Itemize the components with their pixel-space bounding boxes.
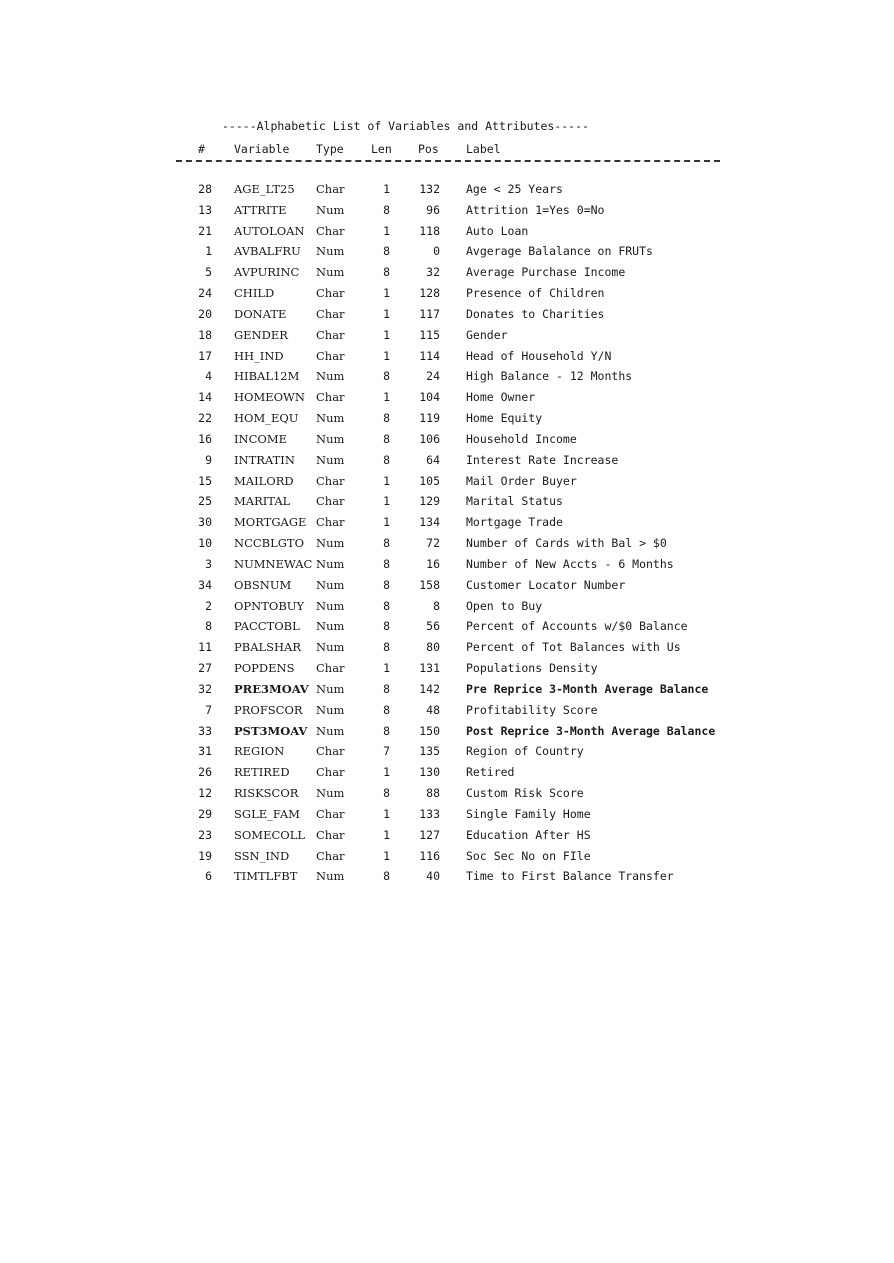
- table-row: [0, 283, 894, 303]
- row-len: 8: [383, 536, 390, 551]
- table-row: [0, 408, 894, 428]
- row-type: Char: [316, 182, 345, 196]
- row-pos: 128: [419, 286, 440, 301]
- row-pos: 105: [419, 473, 440, 488]
- row-variable: RISKSCOR: [234, 786, 299, 801]
- row-pos: 158: [419, 577, 440, 592]
- row-num: 15: [198, 473, 212, 488]
- table-row: [0, 179, 894, 199]
- row-type: Char: [316, 661, 345, 676]
- row-num: 23: [198, 827, 212, 842]
- table-row: [0, 679, 894, 699]
- row-pos: 16: [426, 556, 440, 571]
- row-type: Num: [316, 598, 345, 613]
- row-label: Household Income: [466, 431, 577, 446]
- row-pos: 114: [419, 348, 440, 363]
- row-variable: HOMEOWN: [234, 390, 305, 405]
- row-label: Region of Country: [466, 744, 584, 759]
- row-num: 14: [198, 390, 212, 405]
- row-num: 19: [198, 848, 212, 863]
- row-num: 10: [198, 536, 212, 551]
- row-len: 8: [383, 369, 390, 384]
- row-len: 8: [383, 619, 390, 634]
- table-row: [0, 512, 894, 532]
- table-row: [0, 221, 894, 241]
- row-variable: CHILD: [234, 286, 275, 301]
- row-num: 32: [198, 681, 212, 696]
- table-row: [0, 741, 894, 761]
- row-label: Attrition 1=Yes 0=No: [466, 202, 605, 217]
- row-num: 3: [205, 556, 212, 571]
- row-label: Marital Status: [466, 494, 563, 509]
- row-label: Number of Cards with Bal > $0: [466, 536, 667, 551]
- row-variable: NCCBLGTO: [234, 536, 305, 551]
- row-num: 6: [205, 869, 212, 884]
- row-variable: INCOME: [234, 431, 288, 446]
- row-label: Mortgage Trade: [466, 515, 563, 530]
- row-len: 8: [383, 681, 390, 696]
- table-row: [0, 429, 894, 449]
- row-pos: 96: [426, 202, 440, 217]
- row-num: 5: [205, 265, 212, 280]
- row-variable: POPDENS: [234, 661, 295, 676]
- row-variable: MORTGAGE: [234, 515, 307, 530]
- row-pos: 56: [426, 619, 440, 634]
- row-type: Num: [316, 640, 345, 655]
- row-type: Char: [316, 327, 345, 342]
- row-variable: AUTOLOAN: [234, 223, 305, 238]
- row-num: 26: [198, 765, 212, 780]
- row-len: 8: [383, 556, 390, 571]
- row-len: 8: [383, 723, 390, 738]
- row-len: 1: [383, 806, 390, 821]
- table-row: [0, 241, 894, 261]
- row-pos: 88: [426, 786, 440, 801]
- row-type: Num: [316, 369, 345, 384]
- row-label: Number of New Accts - 6 Months: [466, 556, 674, 571]
- table-row: [0, 575, 894, 595]
- row-type: Char: [316, 494, 345, 509]
- row-len: 8: [383, 640, 390, 655]
- row-label: Gender: [466, 327, 508, 342]
- row-label: Customer Locator Number: [466, 577, 626, 592]
- row-variable: NUMNEWAC: [234, 556, 313, 571]
- table-row: [0, 658, 894, 678]
- row-len: 7: [383, 744, 390, 759]
- row-pos: 132: [419, 182, 440, 196]
- row-pos: 0: [433, 244, 440, 259]
- row-label: Post Reprice 3-Month Average Balance: [466, 723, 716, 738]
- row-pos: 133: [419, 806, 440, 821]
- row-label: Percent of Accounts w/$0 Balance: [466, 619, 688, 634]
- row-len: 8: [383, 577, 390, 592]
- header-label: Label: [466, 142, 501, 156]
- row-num: 11: [198, 640, 212, 655]
- table-row: [0, 846, 894, 866]
- row-label: Open to Buy: [466, 598, 543, 613]
- table-row: [0, 783, 894, 803]
- header-num: #: [198, 142, 205, 156]
- row-type: Char: [316, 223, 345, 238]
- row-pos: 131: [419, 661, 440, 676]
- row-type: Num: [316, 577, 345, 592]
- row-num: 4: [205, 369, 212, 384]
- row-pos: 32: [426, 265, 440, 280]
- row-type: Num: [316, 411, 345, 426]
- row-label: Education After HS: [466, 827, 591, 842]
- row-type: Num: [316, 536, 345, 551]
- row-label: Custom Risk Score: [466, 786, 584, 801]
- table-row: [0, 304, 894, 324]
- row-num: 18: [198, 327, 212, 342]
- row-label: Profitability Score: [466, 702, 598, 717]
- row-variable: PST3MOAV: [234, 723, 308, 738]
- row-type: Num: [316, 681, 345, 696]
- row-pos: 64: [426, 452, 440, 467]
- row-variable: AGE_LT25: [234, 182, 295, 196]
- table-row: [0, 866, 894, 886]
- header-len: Len: [371, 142, 392, 156]
- row-num: 2: [205, 598, 212, 613]
- row-type: Char: [316, 515, 345, 530]
- row-len: 8: [383, 244, 390, 259]
- row-variable: PRE3MOAV: [234, 681, 309, 696]
- row-type: Num: [316, 786, 345, 801]
- row-variable: HIBAL12M: [234, 369, 300, 384]
- row-pos: 130: [419, 765, 440, 780]
- table-row: [0, 533, 894, 553]
- row-pos: 135: [419, 744, 440, 759]
- table-row: [0, 616, 894, 636]
- row-type: Char: [316, 390, 345, 405]
- row-label: Donates to Charities: [466, 306, 605, 321]
- row-variable: HOM_EQU: [234, 411, 299, 426]
- row-variable: SOMECOLL: [234, 827, 305, 842]
- table-row: [0, 325, 894, 345]
- table-row: [0, 262, 894, 282]
- row-type: Num: [316, 265, 345, 280]
- row-variable: AVBALFRU: [234, 244, 301, 259]
- row-variable: RETIRED: [234, 765, 290, 780]
- row-len: 1: [383, 515, 390, 530]
- row-variable: SSN_IND: [234, 848, 290, 863]
- row-num: 33: [198, 723, 212, 738]
- row-label: Soc Sec No on FIle: [466, 848, 591, 863]
- row-len: 1: [383, 286, 390, 301]
- table-row: [0, 471, 894, 491]
- row-num: 12: [198, 786, 212, 801]
- row-type: Num: [316, 619, 345, 634]
- row-len: 1: [383, 494, 390, 509]
- row-pos: 48: [426, 702, 440, 717]
- row-label: Mail Order Buyer: [466, 473, 577, 488]
- row-len: 8: [383, 869, 390, 884]
- row-num: 1: [205, 244, 212, 259]
- row-len: 1: [383, 390, 390, 405]
- row-type: Char: [316, 473, 345, 488]
- row-type: Num: [316, 431, 345, 446]
- row-num: 34: [198, 577, 212, 592]
- row-len: 8: [383, 702, 390, 717]
- table-row: [0, 804, 894, 824]
- row-label: Age < 25 Years: [466, 182, 563, 196]
- row-label: Home Equity: [466, 411, 543, 426]
- row-num: 24: [198, 286, 212, 301]
- row-type: Char: [316, 848, 345, 863]
- row-variable: MARITAL: [234, 494, 291, 509]
- row-type: Num: [316, 244, 345, 259]
- row-type: Char: [316, 348, 345, 363]
- row-pos: 129: [419, 494, 440, 509]
- row-len: 8: [383, 452, 390, 467]
- row-pos: 119: [419, 411, 440, 426]
- row-variable: REGION: [234, 744, 285, 759]
- row-type: Num: [316, 702, 345, 717]
- row-label: Interest Rate Increase: [466, 452, 619, 467]
- row-label: Auto Loan: [466, 223, 529, 238]
- row-type: Char: [316, 306, 345, 321]
- row-type: Char: [316, 827, 345, 842]
- listing-title: -----Alphabetic List of Variables and Attributes-----: [222, 119, 589, 133]
- header-pos: Pos: [418, 142, 439, 156]
- row-num: 8: [205, 619, 212, 634]
- table-row: [0, 200, 894, 220]
- row-variable: PROFSCOR: [234, 702, 303, 717]
- row-pos: 142: [419, 681, 440, 696]
- table-row: [0, 596, 894, 616]
- row-variable: ATTRITE: [234, 202, 287, 217]
- row-label: Presence of Children: [466, 286, 605, 301]
- row-variable: PACCTOBL: [234, 619, 300, 634]
- row-type: Char: [316, 806, 345, 821]
- row-pos: 117: [419, 306, 440, 321]
- row-label: Head of Household Y/N: [466, 348, 612, 363]
- row-num: 21: [198, 223, 212, 238]
- row-variable: TIMTLFBT: [234, 869, 298, 884]
- row-pos: 115: [419, 327, 440, 342]
- row-label: Time to First Balance Transfer: [466, 869, 674, 884]
- row-pos: 116: [419, 848, 440, 863]
- row-len: 1: [383, 473, 390, 488]
- row-len: 1: [383, 827, 390, 842]
- table-row: [0, 346, 894, 366]
- table-row: [0, 637, 894, 657]
- row-num: 20: [198, 306, 212, 321]
- row-variable: SGLE_FAM: [234, 806, 300, 821]
- row-num: 30: [198, 515, 212, 530]
- row-len: 1: [383, 848, 390, 863]
- row-num: 28: [198, 182, 212, 196]
- header-divider: [176, 160, 720, 162]
- row-type: Num: [316, 723, 345, 738]
- row-variable: OPNTOBUY: [234, 598, 305, 613]
- row-variable: AVPURINC: [234, 265, 300, 280]
- row-len: 1: [383, 765, 390, 780]
- row-label: Retired: [466, 765, 515, 780]
- table-row: [0, 721, 894, 741]
- header-variable: Variable: [234, 142, 290, 156]
- table-row: [0, 366, 894, 386]
- row-num: 16: [198, 431, 212, 446]
- row-len: 8: [383, 598, 390, 613]
- row-label: Avgerage Balalance on FRUTs: [466, 244, 653, 259]
- row-label: High Balance - 12 Months: [466, 369, 633, 384]
- row-len: 8: [383, 431, 390, 446]
- row-num: 29: [198, 806, 212, 821]
- row-type: Num: [316, 202, 345, 217]
- row-num: 7: [205, 702, 212, 717]
- row-pos: 127: [419, 827, 440, 842]
- row-num: 22: [198, 411, 212, 426]
- row-len: 1: [383, 348, 390, 363]
- row-variable: INTRATIN: [234, 452, 295, 467]
- row-type: Char: [316, 286, 345, 301]
- row-pos: 104: [419, 390, 440, 405]
- row-len: 1: [383, 306, 390, 321]
- row-len: 1: [383, 661, 390, 676]
- row-num: 13: [198, 202, 212, 217]
- row-len: 1: [383, 327, 390, 342]
- row-label: Average Purchase Income: [466, 265, 626, 280]
- row-len: 8: [383, 265, 390, 280]
- row-label: Pre Reprice 3-Month Average Balance: [466, 681, 709, 696]
- row-pos: 72: [426, 536, 440, 551]
- table-row: [0, 387, 894, 407]
- row-len: 8: [383, 411, 390, 426]
- table-row: [0, 762, 894, 782]
- row-pos: 8: [433, 598, 440, 613]
- row-pos: 118: [419, 223, 440, 238]
- row-variable: GENDER: [234, 327, 288, 342]
- row-label: Populations Density: [466, 661, 598, 676]
- row-num: 17: [198, 348, 212, 363]
- row-variable: PBALSHAR: [234, 640, 302, 655]
- row-label: Home Owner: [466, 390, 536, 405]
- row-type: Num: [316, 452, 345, 467]
- row-type: Char: [316, 765, 345, 780]
- row-pos: 134: [419, 515, 440, 530]
- row-pos: 24: [426, 369, 440, 384]
- table-row: [0, 491, 894, 511]
- table-row: [0, 554, 894, 574]
- row-len: 1: [383, 182, 390, 196]
- row-num: 31: [198, 744, 212, 759]
- row-label: Single Family Home: [466, 806, 591, 821]
- row-type: Num: [316, 869, 345, 884]
- row-num: 25: [198, 494, 212, 509]
- row-type: Char: [316, 744, 345, 759]
- row-variable: DONATE: [234, 306, 287, 321]
- row-variable: OBSNUM: [234, 577, 292, 592]
- row-len: 8: [383, 786, 390, 801]
- row-pos: 80: [426, 640, 440, 655]
- row-pos: 106: [419, 431, 440, 446]
- row-type: Num: [316, 556, 345, 571]
- header-type: Type: [316, 142, 344, 156]
- row-label: Percent of Tot Balances with Us: [466, 640, 681, 655]
- row-variable: HH_IND: [234, 348, 284, 363]
- row-len: 8: [383, 202, 390, 217]
- row-pos: 150: [419, 723, 440, 738]
- row-len: 1: [383, 223, 390, 238]
- row-num: 27: [198, 661, 212, 676]
- table-row: [0, 825, 894, 845]
- row-variable: MAILORD: [234, 473, 294, 488]
- table-row: [0, 700, 894, 720]
- table-row: [0, 450, 894, 470]
- row-pos: 40: [426, 869, 440, 884]
- row-num: 9: [205, 452, 212, 467]
